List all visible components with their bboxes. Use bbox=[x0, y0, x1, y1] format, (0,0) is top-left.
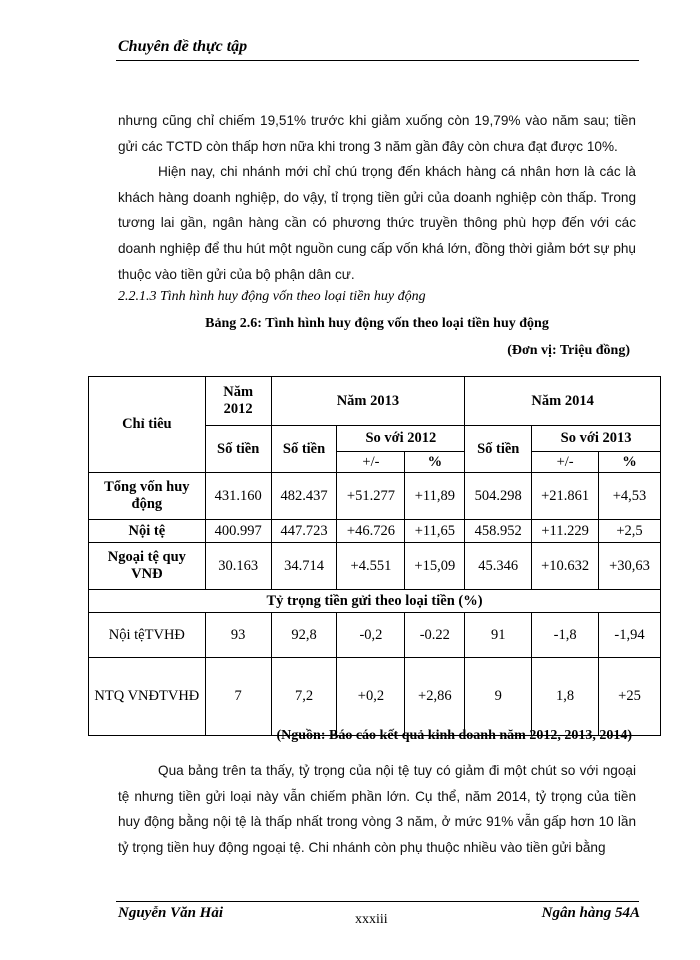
row-label: Nội tệ bbox=[89, 520, 206, 543]
header-so-tien-2013: Số tiền bbox=[271, 426, 337, 473]
table-row bbox=[89, 543, 661, 590]
cell-2013: 447.723 bbox=[271, 520, 337, 543]
row-label: Tổng vốn huy động bbox=[89, 473, 206, 520]
cell-pct-2014: +30,63 bbox=[599, 543, 661, 590]
table-header-row bbox=[89, 377, 661, 426]
cell-pct-2013: +2,86 bbox=[405, 658, 465, 736]
header-year-2014: Năm 2014 bbox=[465, 377, 661, 426]
cell-diff-2014: +11.229 bbox=[532, 520, 599, 543]
header-pct-2014: % bbox=[599, 452, 661, 473]
outro-paragraph-1: Qua bảng trên ta thấy, tỷ trọng của nội tệ tuy có giảm đi một chút so với ngoại tệ nhưng tiền gửi loại này vẫn chiếm phần lớn. Cụ thể, năm 2014, tỷ trọng của tiền huy động bằng nội tệ là thấp nhất trong vòng 3 năm, ở mức 91% vẫn gấp hơn 10 lần tỷ trọng tiền huy động ngoại tệ. Chi nhánh còn phụ thuộc nhiều vào tiền gửi bằng bbox=[118, 763, 636, 855]
cell-2012: 30.163 bbox=[205, 543, 271, 590]
page-number: xxxiii bbox=[355, 912, 388, 927]
footer-author: Nguyễn Văn Hải bbox=[118, 905, 224, 921]
header-so-voi-2013: So với 2013 bbox=[532, 426, 661, 452]
cell-pct-2014: +2,5 bbox=[599, 520, 661, 543]
row-label: NTQ VNĐTVHĐ bbox=[89, 658, 206, 736]
intro-text bbox=[118, 108, 636, 287]
table-source: (Nguồn: Báo cáo kết quả kinh doanh năm 2012, 2013, 2014) bbox=[276, 728, 632, 743]
cell-diff-2013: -0,2 bbox=[337, 613, 405, 658]
table-row bbox=[89, 520, 661, 543]
cell-2012: 431.160 bbox=[205, 473, 271, 520]
funding-table bbox=[88, 376, 661, 736]
table-unit: (Đơn vị: Triệu đồng) bbox=[507, 343, 630, 358]
table-row bbox=[89, 613, 661, 658]
cell-2012: 93 bbox=[205, 613, 271, 658]
header-rule bbox=[116, 60, 639, 61]
document-header-title: Chuyên đề thực tập bbox=[118, 38, 248, 55]
cell-pct-2014: +25 bbox=[599, 658, 661, 736]
header-pct-2013: % bbox=[405, 452, 465, 473]
header-diff-2014: +/- bbox=[532, 452, 599, 473]
table-row bbox=[89, 473, 661, 520]
ratio-title-row bbox=[89, 590, 661, 613]
cell-diff-2014: +21.861 bbox=[532, 473, 599, 520]
cell-2014: 504.298 bbox=[465, 473, 532, 520]
ratio-title: Tỷ trọng tiền gửi theo loại tiền (%) bbox=[89, 590, 661, 613]
cell-pct-2013: -0.22 bbox=[405, 613, 465, 658]
cell-2013: 34.714 bbox=[271, 543, 337, 590]
cell-2014: 458.952 bbox=[465, 520, 532, 543]
outro-text bbox=[118, 758, 636, 860]
header-diff-2013: +/- bbox=[337, 452, 405, 473]
cell-2014: 9 bbox=[465, 658, 532, 736]
cell-diff-2013: +0,2 bbox=[337, 658, 405, 736]
cell-pct-2014: +4,53 bbox=[599, 473, 661, 520]
header-so-tien-2012: Số tiền bbox=[205, 426, 271, 473]
cell-pct-2013: +11,89 bbox=[405, 473, 465, 520]
cell-2013: 92,8 bbox=[271, 613, 337, 658]
header-chi-tieu: Chỉ tiêu bbox=[89, 377, 206, 473]
cell-diff-2014: +10.632 bbox=[532, 543, 599, 590]
cell-pct-2013: +11,65 bbox=[405, 520, 465, 543]
section-heading: 2.2.1.3 Tình hình huy động vốn theo loại tiền huy động bbox=[118, 289, 426, 304]
row-label: Ngoại tệ quy VNĐ bbox=[89, 543, 206, 590]
cell-2013: 7,2 bbox=[271, 658, 337, 736]
cell-2014: 91 bbox=[465, 613, 532, 658]
table-row bbox=[89, 658, 661, 736]
header-so-tien-2014: Số tiền bbox=[465, 426, 532, 473]
cell-2012: 7 bbox=[205, 658, 271, 736]
table-caption: Bảng 2.6: Tình hình huy động vốn theo loại tiền huy động bbox=[205, 316, 549, 331]
cell-2014: 45.346 bbox=[465, 543, 532, 590]
cell-2012: 400.997 bbox=[205, 520, 271, 543]
intro-paragraph-1: nhưng cũng chỉ chiếm 19,51% trước khi giảm xuống còn 19,79% vào năm sau; tiền gửi các TCTD còn thấp hơn nữa khi trong 3 năm gần đây còn chưa đạt được 10%. bbox=[118, 113, 636, 154]
cell-2013: 482.437 bbox=[271, 473, 337, 520]
footer-rule bbox=[116, 901, 639, 902]
row-label: Nội tệTVHĐ bbox=[89, 613, 206, 658]
cell-diff-2014: -1,8 bbox=[532, 613, 599, 658]
header-so-voi-2012: So với 2012 bbox=[337, 426, 465, 452]
footer-class: Ngân hàng 54A bbox=[541, 905, 640, 921]
intro-paragraph-2: Hiện nay, chi nhánh mới chỉ chú trọng đến khách hàng cá nhân hơn là các là khách hàng doanh nghiệp, do vậy, tỉ trọng tiền gửi của doanh nghiệp còn thấp. Trong tương lai gần, ngân hàng cần có phương thức truyền thông phù hợp đến với các doanh nghiệp để thu hút một nguồn cung cấp vốn khá lớn, đồng thời giảm bớt sự phụ thuộc vào tiền gửi của bộ phận dân cư. bbox=[118, 164, 636, 282]
cell-pct-2013: +15,09 bbox=[405, 543, 465, 590]
header-year-2012: Năm 2012 bbox=[205, 377, 271, 426]
cell-diff-2013: +51.277 bbox=[337, 473, 405, 520]
cell-diff-2013: +46.726 bbox=[337, 520, 405, 543]
cell-diff-2013: +4.551 bbox=[337, 543, 405, 590]
header-year-2013: Năm 2013 bbox=[271, 377, 465, 426]
cell-pct-2014: -1,94 bbox=[599, 613, 661, 658]
cell-diff-2014: 1,8 bbox=[532, 658, 599, 736]
